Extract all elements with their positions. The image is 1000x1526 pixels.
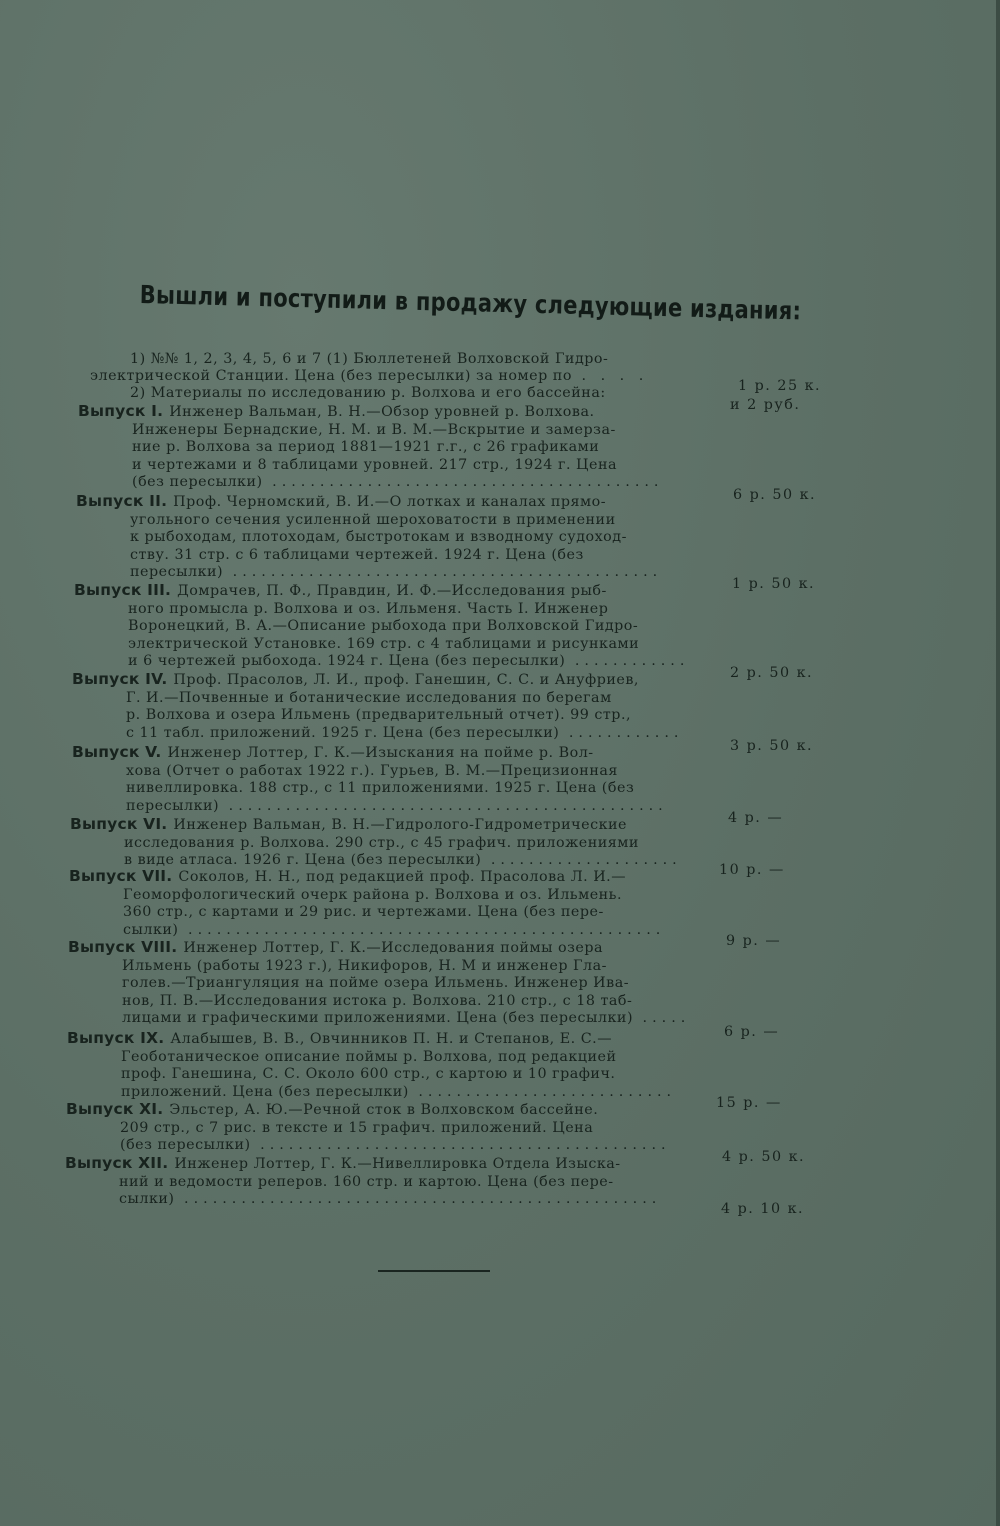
issue-text-line: сылки) .................................................. [123, 921, 666, 938]
issue-price: 9 р. — [726, 933, 782, 949]
issue-text-line: ние р. Волхова за период 1881—1921 г.г., с 26 графиками [132, 439, 600, 456]
issue-label: Выпуск VII. [69, 867, 173, 885]
issue-text-line: 360 стр., с картами и 29 рис. и чертежами. Цена (без пере- [123, 904, 604, 921]
intro-line: 1) №№ 1, 2, 3, 4, 5, 6 и 7 (1) Бюллетеней Волховской Гидро- [130, 351, 609, 367]
issue-price: 6 р. 50 к. [733, 487, 817, 503]
leader-dots: ............................................. [223, 564, 663, 581]
issue-text-line: Соколов, Н. Н., под редакцией проф. Прасолова Л. И.— [178, 869, 627, 885]
issue-text-line: Эльстер, А. Ю.—Речной сток в Волховском бассейне. [169, 1102, 599, 1118]
leader-dots: . . . . [571, 368, 649, 384]
leader-dots: .................... [481, 852, 682, 869]
issue-label: Выпуск IV. [72, 670, 168, 688]
issue-price: 4 р. 10 к. [721, 1201, 805, 1217]
issue-text-line: и 6 чертежей рыбохода. 1924 г. Цена (без пересылки) ............ [128, 653, 690, 670]
leader-dots: ......................................... [262, 474, 664, 491]
issue-text-line: (без пересылки) ........................................... [120, 1137, 671, 1154]
issue-text-line: с 11 табл. приложений. 1925 г. Цена (без пересылки) ............ [126, 724, 684, 741]
issue-text-line: Г. И.—Почвенные и ботанические исследования по берегам [126, 689, 612, 706]
leader-dots: .............................................. [219, 797, 668, 814]
closing-rule [378, 1270, 490, 1272]
leader-dots: ..... [633, 1010, 691, 1027]
issue-label: Выпуск V. [72, 743, 162, 761]
intro-price: и 2 руб. [730, 397, 801, 413]
leader-dots: .................................................. [174, 1191, 662, 1208]
issue-text-line: хова (Отчет о работах 1922 г.). Гурьев, В. М.—Прецизионная [126, 762, 618, 779]
issue-price: 2 р. 50 к. [730, 665, 814, 681]
issue-price: 6 р. — [724, 1024, 780, 1040]
intro-line: 2) Материалы по исследованию р. Волхова и его бассейна: [130, 385, 606, 401]
page-edge [996, 0, 1000, 1526]
issue-text-line: и чертежами и 8 таблицами уровней. 217 стр., 1924 г. Цена [132, 456, 618, 473]
issue-text-line: Ильмень (работы 1923 г.), Никифоров, Н. М и инженер Гла- [122, 957, 607, 974]
issue-text-line: Инженеры Бернадские, Н. М. и В. М.—Вскрытие и замерза- [132, 421, 616, 438]
issue-price: 3 р. 50 к. [730, 738, 814, 754]
issue-price: 15 р. — [716, 1095, 782, 1111]
issue-text-line: Геоморфологический очерк района р. Волхова и оз. Ильмень. [123, 886, 623, 903]
leader-dots: ............ [565, 653, 690, 670]
issue-price: 4 р. — [728, 810, 784, 826]
intro-line: электрической Станции. Цена (без пересылки) за номер по . . . . [90, 368, 649, 384]
issue-text-line: Алабышев, В. В., Овчинников П. Н. и Степанов, Е. С.— [170, 1031, 613, 1047]
leader-dots: ........................................... [250, 1137, 671, 1154]
issue-text-line: сылки) .................................................. [119, 1191, 662, 1208]
issue-text-line: Воронецкий, В. А.—Описание рыбохода при Волховской Гидро- [128, 618, 639, 635]
issue-label: Выпуск VIII. [68, 938, 178, 956]
issue-text-line: Инженер Лоттер, Г. К.—Нивеллировка Отдела Изыска- [174, 1156, 621, 1172]
issue-text-line: Геоботаническое описание поймы р. Волхова, под редакцией [121, 1048, 617, 1065]
page-heading: Вышли и поступили в продажу следующие издания: [139, 280, 802, 326]
issue-text-line: Инженер Вальман, В. Н.—Обзор уровней р. Волхова. [169, 404, 595, 420]
issue-text-line: Домрачев, П. Ф., Правдин, И. Ф.—Исследования рыб- [177, 583, 607, 599]
issue-text-line: Проф. Черномский, В. И.—О лотках и каналах прямо- [173, 494, 607, 510]
issue-text-line: ного промысла р. Волхова и оз. Ильменя. Часть I. Инженер [128, 600, 609, 617]
issue-label: Выпуск I. [78, 402, 164, 420]
issue-text-line: проф. Ганешина, С. С. Около 600 стр., с картою и 10 графич. [121, 1066, 616, 1083]
leader-dots: ............ [559, 724, 684, 741]
issue-text-line: ний и ведомости реперов. 160 стр. и картою. Цена (без пере- [119, 1173, 614, 1190]
issue-text-line: Проф. Прасолов, Л. И., проф. Ганешин, С. С. и Ануфриев, [173, 672, 639, 688]
issue-label: Выпуск II. [76, 492, 168, 510]
issue-text-line: р. Волхова и озера Ильмень (предварительный отчет). 99 стр., [126, 707, 632, 724]
issue-text-line: Инженер Лоттер, Г. К.—Изыскания на пойме р. Вол- [167, 745, 594, 761]
issue-label: Выпуск IX. [67, 1029, 165, 1047]
issue-text-line: Инженер Вальман, В. Н.—Гидролого-Гидрометрические [173, 817, 628, 833]
issue-text-line: Инженер Лоттер, Г. К.—Исследования поймы озера [183, 940, 604, 956]
issue-price: 10 р. — [719, 862, 785, 878]
issue-text-line: в виде атласа. 1926 г. Цена (без пересылки) .................... [124, 852, 682, 869]
issue-text-line: (без пересылки) ......................................... [132, 474, 664, 491]
issue-text-line: ству. 31 стр. с 6 таблицами чертежей. 1924 г. Цена (без [130, 546, 584, 563]
issue-text-line: угольного сечения усиленной шероховатости в применении [130, 511, 616, 528]
issue-price: 4 р. 50 к. [722, 1149, 806, 1165]
leader-dots: ........................... [408, 1083, 677, 1100]
issue-text-line: нов, П. В.—Исследования истока р. Волхова. 210 стр., с 18 таб- [122, 992, 633, 1009]
issue-text-line: нивеллировка. 188 стр., с 11 приложениями. 1925 г. Цена (без [126, 780, 635, 797]
issue-text-line: голев.—Триангуляция на пойме озера Ильмень. Инженер Ива- [122, 975, 630, 992]
issue-label: Выпуск XI. [66, 1100, 164, 1118]
issue-text-line: 209 стр., с 7 рис. в тексте и 15 графич. приложений. Цена [120, 1119, 594, 1136]
issue-price: 1 р. 50 к. [732, 576, 816, 592]
issue-label: Выпуск XII. [65, 1154, 169, 1172]
issue-label: Выпуск III. [74, 581, 172, 599]
issue-text-line: приложений. Цена (без пересылки) ........................... [121, 1083, 677, 1100]
issue-text-line: пересылки) .............................................. [126, 797, 668, 814]
intro-price: 1 р. 25 к. [738, 378, 822, 394]
issue-text-line: лицами и графическими приложениями. Цена (без пересылки) ..... [122, 1010, 691, 1027]
issue-text-line: к рыбоходам, плотоходам, быстротокам и взводному судоход- [130, 529, 627, 546]
issue-text-line: электрической Установке. 169 стр. с 4 таблицами и рисунками [128, 635, 640, 652]
issue-text-line: пересылки) ............................................. [130, 564, 663, 581]
leader-dots: .................................................. [178, 921, 666, 938]
issue-label: Выпуск VI. [70, 815, 168, 833]
issue-text-line: исследования р. Волхова. 290 стр., с 45 графич. приложениями [124, 834, 639, 851]
